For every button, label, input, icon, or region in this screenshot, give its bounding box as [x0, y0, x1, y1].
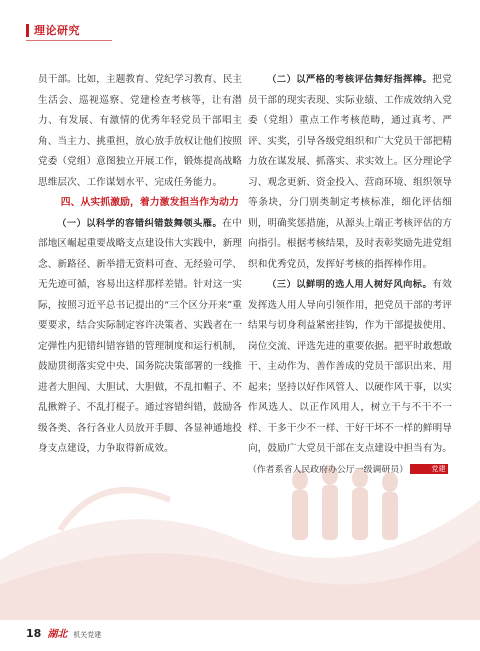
paragraph: 员干部。比如，主题教育、党纪学习教育、民主生活会、巡视巡察、党建检查考核等，让有潜力、有发展、有激情的优秀年轻党员干部唱主角、当主力、挑重担，放心放手放权让他们按照党委（党组）意图独立开展工作，锻炼提高战略思维层次、工作谋划水平、完成任务能力。: [38, 74, 242, 188]
subheading: （三）以鲜明的选人用人树好风向标。: [267, 279, 433, 290]
left-column: [38, 70, 242, 460]
paragraph: [38, 214, 242, 460]
page-number: 18: [26, 627, 42, 640]
magazine-subtitle: 机关党建: [73, 631, 102, 639]
paragraph-text: 在中部地区崛起重要战略支点建设伟大实践中，新理念、新路径、新举措无资料可查、无经验可学、无先迹可循，容易出这样那样差错。针对这一实际，按照习近平总书记提出的“三个区分开来”重要要求，结合实际制定容许决策者、实践者在一定弹性内犯错纠错容错的管理制度和运行机制，鼓励贯彻落实党中央、国务院决策部署的一线推进者大胆闯、大胆试、大胆做，不乱扣帽子、不乱揪辫子、不乱打棍子。通过容错纠错，鼓励各级各类、各行各业人员放开手脚、各显神通地投身支点建设，力争取得新成效。: [38, 217, 242, 454]
end-mark: 党建: [410, 464, 447, 474]
paragraph-text: 把党员干部的现实表现、实际业绩、工作成效纳入党委（党组）重点工作考核范畴，通过真考、严评、实奖，引导各级党组织和广大党员干部把精力放在谋发展、抓落实、求实效上。区分理论学习、观念更新、资金投入、营商环境、组织领导等条块，分门别类制定考核标准，细化评估细则，明确奖惩措施，从源头上端正考核评估的方向指引。根据考核结果，及时表彰奖励先进党组织和优秀党员，发挥好考核的指挥棒作用。: [248, 74, 452, 270]
author-byline: （作者系省人民政府办公厅一级调研员）: [248, 464, 409, 475]
section-heading: 四、从实抓激励，着力激发担当作为动力: [60, 197, 239, 208]
page-footer: [26, 625, 101, 640]
header-rule: [26, 40, 112, 41]
magazine-logo: 湖北: [47, 629, 68, 640]
subheading: （一）以科学的容错纠错鼓舞领头雁。: [57, 217, 223, 229]
paragraph: [248, 70, 452, 275]
section-label: 理论研究: [34, 24, 80, 37]
section-tag-bar: [26, 24, 29, 37]
paragraph: [248, 275, 452, 480]
subheading: （二）以严格的考核评估舞好指挥棒。: [267, 74, 433, 85]
right-column: [248, 70, 452, 480]
paragraph-text: 有效发挥选人用人导向引领作用，把党员干部的考评结果与切身利益紧密挂钩，作为干部提拔使用、岗位交流、评选先进的重要依据。把平时敢想敢干、主动作为、善作善成的党员干部识出来、用起来；坚持以好作风管人、以硬作风干事，以实作风选人、以正作风用人，树立干与不干不一样、干多干少不一样、干好干坏不一样的鲜明导向，鼓励广大党员干部在支点建设中担当有为。: [248, 279, 452, 454]
section-tag: [26, 22, 80, 38]
